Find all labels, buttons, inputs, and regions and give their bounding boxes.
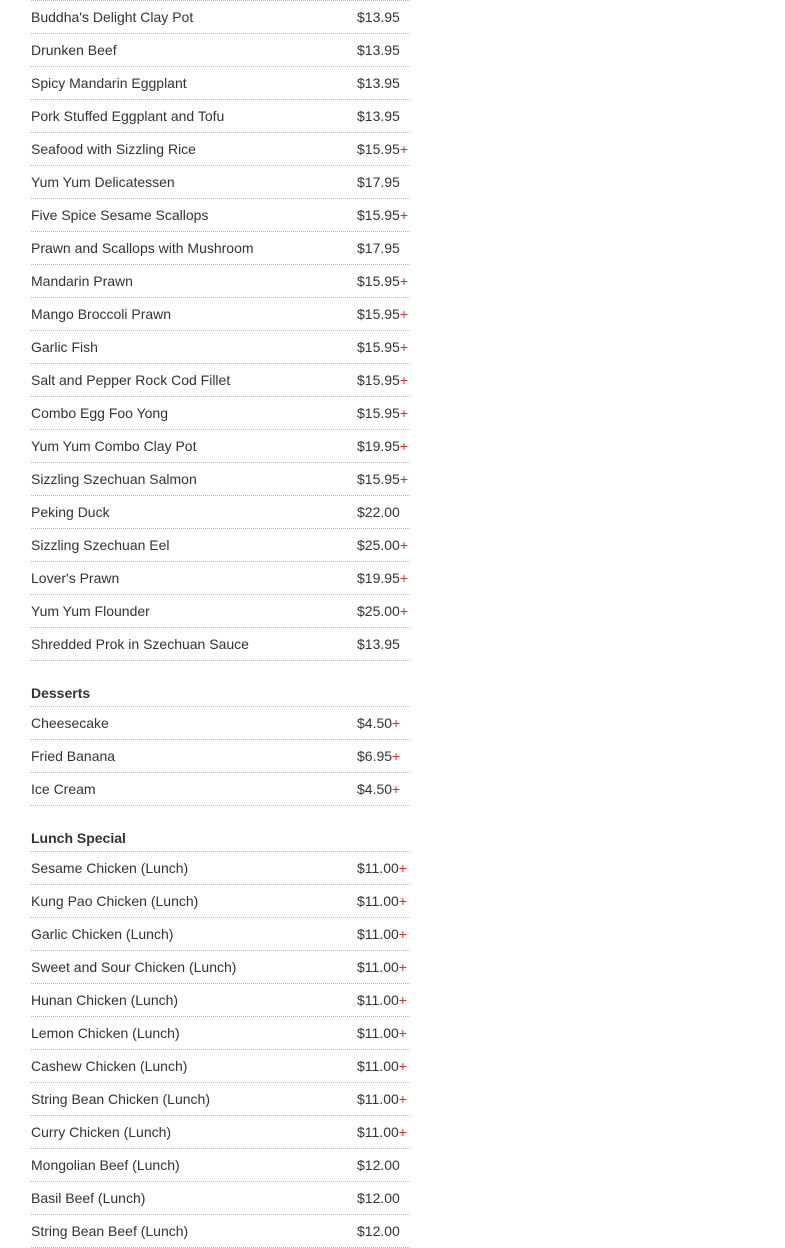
add-to-order-icon[interactable]: + [399, 207, 409, 223]
menu-item-row[interactable] [31, 628, 410, 661]
menu-item-price-cell [357, 860, 410, 876]
menu-item-row[interactable] [31, 707, 410, 740]
menu-item-row[interactable] [31, 595, 410, 628]
menu-item-row[interactable] [31, 773, 410, 806]
menu-section [31, 806, 410, 1248]
menu-item-price-cell [357, 1124, 410, 1140]
menu-item-price-cell [357, 1190, 410, 1206]
menu-list [31, 0, 410, 1248]
menu-item-name: Prawn and Scallops with Mushroom [31, 240, 254, 256]
menu-item-price: $11.00 [357, 1058, 399, 1074]
menu-item-price: $15.95 [357, 306, 400, 322]
menu-item-name: Hunan Chicken (Lunch) [31, 992, 179, 1008]
menu-item-price: $15.95 [357, 405, 400, 421]
menu-item-price: $11.00 [357, 1025, 399, 1041]
menu-item-price: $6.95 [357, 748, 393, 764]
menu-item-price: $13.95 [357, 75, 400, 91]
menu-item-row[interactable] [31, 1083, 410, 1116]
menu-item-name: Kung Pao Chicken (Lunch) [31, 893, 199, 909]
add-to-order-icon[interactable]: + [399, 339, 409, 355]
add-to-order-icon[interactable]: + [398, 1124, 407, 1140]
menu-item-row[interactable] [31, 364, 410, 397]
menu-item-name: Mongolian Beef (Lunch) [31, 1157, 180, 1173]
menu-item-price-cell [357, 926, 410, 942]
menu-item-price-cell [357, 1025, 410, 1041]
menu-item-price-cell [357, 273, 410, 289]
add-to-order-icon[interactable]: + [399, 405, 409, 421]
menu-item-price-cell [357, 9, 410, 25]
menu-item-price-cell [357, 537, 410, 553]
menu-item-price-cell [357, 339, 410, 355]
menu-item-name: Seafood with Sizzling Rice [31, 141, 196, 157]
menu-item-price-cell [357, 959, 410, 975]
menu-item-price-cell [357, 75, 410, 91]
menu-item-name: Yum Yum Delicatessen [31, 174, 175, 190]
menu-item-price-cell [357, 306, 410, 322]
menu-item-name: Yum Yum Flounder [31, 603, 150, 619]
menu-item-price-cell [357, 1157, 410, 1173]
menu-item-price: $15.95 [357, 141, 400, 157]
menu-item-name: Sizzling Szechuan Salmon [31, 471, 197, 487]
menu-item-price-cell [357, 207, 410, 223]
menu-item-row[interactable] [31, 34, 410, 67]
menu-item-price-cell [357, 893, 410, 909]
menu-item-price: $13.95 [357, 108, 400, 124]
menu-item-name: Mango Broccoli Prawn [31, 306, 172, 322]
menu-item-price: $25.00 [357, 537, 400, 553]
menu-item-name: Garlic Fish [31, 339, 98, 355]
add-to-order-icon[interactable]: + [399, 471, 409, 487]
menu-item-row[interactable] [31, 0, 410, 34]
menu-item-price-cell [357, 405, 410, 421]
menu-item-price: $25.00 [357, 603, 400, 619]
menu-item-price-cell [357, 715, 410, 731]
menu-item-name: Mandarin Prawn [31, 273, 133, 289]
menu-item-row[interactable] [31, 740, 410, 773]
menu-item-price: $11.00 [357, 1124, 399, 1140]
add-to-order-icon[interactable]: + [398, 1058, 407, 1074]
menu-item-row[interactable] [31, 852, 410, 885]
menu-item-price-cell [357, 42, 410, 58]
menu-item-row[interactable] [31, 199, 410, 232]
menu-item-name: Sizzling Szechuan Eel [31, 537, 170, 553]
menu-item-price-cell [357, 636, 410, 652]
menu-item-price: $12.00 [357, 1223, 400, 1239]
menu-item-price: $15.95 [357, 372, 400, 388]
menu-item-name: Five Spice Sesame Scallops [31, 207, 209, 223]
menu-item-price-cell [357, 372, 410, 388]
menu-item-price-cell [357, 748, 410, 764]
menu-item-row[interactable] [31, 918, 410, 951]
add-to-order-icon[interactable]: + [399, 372, 409, 388]
menu-item-name: Buddha's Delight Clay Pot [31, 9, 194, 25]
add-to-order-icon[interactable]: + [399, 537, 409, 553]
menu-item-row[interactable] [31, 331, 410, 364]
menu-item-price: $11.00 [357, 926, 399, 942]
menu-item-price: $15.95 [357, 207, 400, 223]
menu-item-name: Drunken Beef [31, 42, 117, 58]
menu-item-price: $17.95 [357, 240, 400, 256]
menu-item-row[interactable] [31, 232, 410, 265]
menu-item-price-cell [357, 438, 410, 454]
add-to-order-icon[interactable]: + [398, 992, 407, 1008]
menu-item-name: Basil Beef (Lunch) [31, 1190, 146, 1206]
add-to-order-icon[interactable]: + [392, 715, 401, 731]
menu-item-row[interactable] [31, 1050, 410, 1083]
menu-item-row[interactable] [31, 1017, 410, 1050]
menu-section [31, 0, 410, 661]
add-to-order-icon[interactable]: + [399, 273, 409, 289]
menu-item-price: $19.95 [357, 438, 400, 454]
add-to-order-icon[interactable]: + [398, 926, 407, 942]
menu-item-name: Spicy Mandarin Eggplant [31, 75, 187, 91]
menu-item-row[interactable] [31, 1215, 410, 1248]
add-to-order-icon[interactable]: + [398, 860, 407, 876]
menu-item-price-cell [357, 1091, 410, 1107]
add-to-order-icon[interactable]: + [392, 748, 401, 764]
menu-item-price: $12.00 [357, 1157, 400, 1173]
add-to-order-icon[interactable]: + [398, 893, 407, 909]
menu-item-price-cell [357, 141, 410, 157]
menu-item-name: Ice Cream [31, 781, 96, 797]
add-to-order-icon[interactable]: + [399, 438, 409, 454]
menu-item-price-cell [357, 992, 410, 1008]
menu-item-price: $11.00 [357, 959, 399, 975]
menu-item-name: Cheesecake [31, 715, 109, 731]
menu-item-row[interactable] [31, 133, 410, 166]
menu-item-name: Fried Banana [31, 748, 116, 764]
menu-item-price: $22.00 [357, 504, 400, 520]
menu-item-price: $15.95 [357, 471, 400, 487]
menu-item-price: $4.50 [357, 715, 393, 731]
section-title: Lunch Special [31, 830, 410, 852]
menu-item-row[interactable] [31, 496, 410, 529]
menu-item-price-cell [357, 1058, 410, 1074]
menu-item-name: Cashew Chicken (Lunch) [31, 1058, 188, 1074]
menu-item-price-cell [357, 108, 410, 124]
menu-item-price: $4.50 [357, 781, 393, 797]
add-to-order-icon[interactable]: + [399, 306, 409, 322]
menu-item-price: $17.95 [357, 174, 400, 190]
menu-item-name: Curry Chicken (Lunch) [31, 1124, 172, 1140]
add-to-order-icon[interactable]: + [392, 781, 401, 797]
menu-item-price-cell [357, 471, 410, 487]
menu-item-name: Yum Yum Combo Clay Pot [31, 438, 197, 454]
menu-item-row[interactable] [31, 1116, 410, 1149]
menu-item-name: Lover's Prawn [31, 570, 120, 586]
menu-item-name: Lemon Chicken (Lunch) [31, 1025, 180, 1041]
add-to-order-icon[interactable]: + [398, 959, 407, 975]
menu-item-price: $13.95 [357, 42, 400, 58]
menu-item-price: $19.95 [357, 570, 400, 586]
menu-item-price-cell [357, 174, 410, 190]
menu-item-price-cell [357, 781, 410, 797]
menu-item-row[interactable] [31, 951, 410, 984]
menu-item-name: String Bean Chicken (Lunch) [31, 1091, 210, 1107]
menu-item-price-cell [357, 570, 410, 586]
menu-item-name: Peking Duck [31, 504, 110, 520]
menu-item-price: $15.95 [357, 273, 400, 289]
menu-item-row[interactable] [31, 1182, 410, 1215]
menu-item-name: Salt and Pepper Rock Cod Fillet [31, 372, 231, 388]
menu-item-price: $11.00 [357, 992, 399, 1008]
menu-item-row[interactable] [31, 529, 410, 562]
menu-item-row[interactable] [31, 298, 410, 331]
add-to-order-icon[interactable]: + [399, 570, 409, 586]
menu-item-name: Sweet and Sour Chicken (Lunch) [31, 959, 237, 975]
menu-item-price: $13.95 [357, 636, 400, 652]
add-to-order-icon[interactable]: + [398, 1091, 407, 1107]
menu-item-row[interactable] [31, 265, 410, 298]
menu-item-row[interactable] [31, 885, 410, 918]
menu-item-row[interactable] [31, 166, 410, 199]
menu-item-price-cell [357, 240, 410, 256]
add-to-order-icon[interactable]: + [399, 141, 409, 157]
menu-item-name: Shredded Prok in Szechuan Sauce [31, 636, 249, 652]
add-to-order-icon[interactable]: + [399, 603, 409, 619]
menu-item-price: $12.00 [357, 1190, 400, 1206]
menu-item-name: Pork Stuffed Eggplant and Tofu [31, 108, 225, 124]
menu-item-row[interactable] [31, 463, 410, 496]
menu-item-price: $11.00 [357, 1091, 399, 1107]
menu-item-price-cell [357, 504, 410, 520]
menu-item-row[interactable] [31, 1149, 410, 1182]
menu-item-name: Sesame Chicken (Lunch) [31, 860, 189, 876]
section-title: Desserts [31, 685, 410, 707]
menu-item-row[interactable] [31, 984, 410, 1017]
menu-item-row[interactable] [31, 67, 410, 100]
menu-item-name: Combo Egg Foo Yong [31, 405, 168, 421]
menu-item-price: $11.00 [357, 893, 399, 909]
menu-section [31, 661, 410, 806]
menu-item-row[interactable] [31, 100, 410, 133]
menu-item-name: String Bean Beef (Lunch) [31, 1223, 189, 1239]
menu-item-price: $13.95 [357, 9, 400, 25]
menu-item-price-cell [357, 603, 410, 619]
menu-item-name: Garlic Chicken (Lunch) [31, 926, 174, 942]
menu-item-row[interactable] [31, 397, 410, 430]
menu-item-row[interactable] [31, 430, 410, 463]
menu-item-price: $15.95 [357, 339, 400, 355]
add-to-order-icon[interactable]: + [398, 1025, 407, 1041]
menu-item-price: $11.00 [357, 860, 399, 876]
menu-item-row[interactable] [31, 562, 410, 595]
